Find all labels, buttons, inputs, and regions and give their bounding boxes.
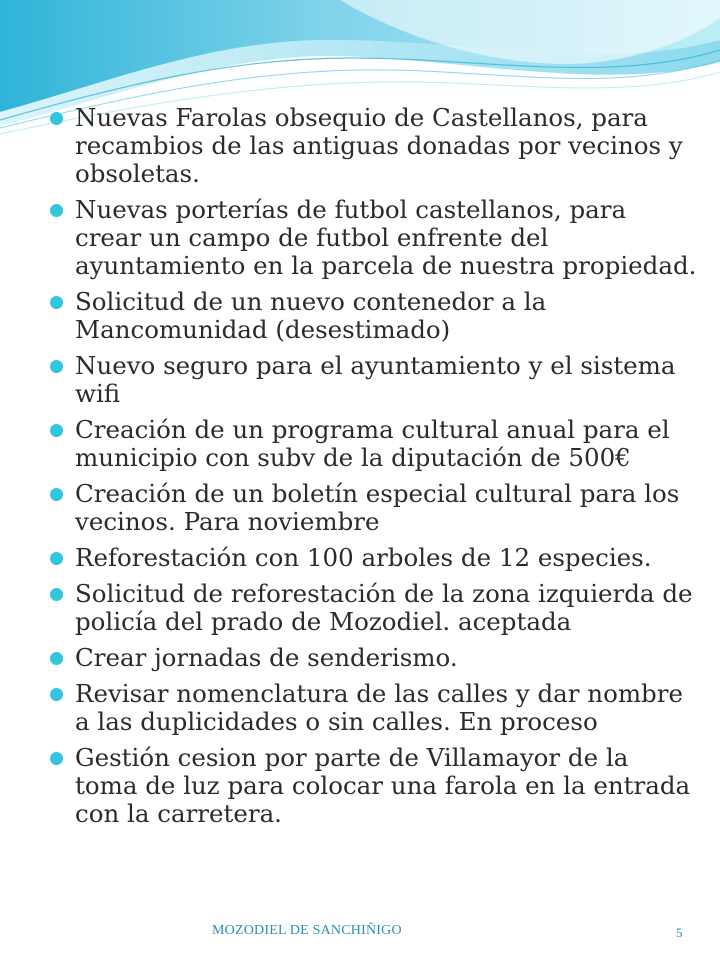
bullet-dot-icon (50, 204, 63, 217)
footer-text: MOZODIEL DE SANCHIÑIGO (212, 923, 402, 938)
bullet-text: Revisar nomenclatura de las calles y dar nombre a las duplicidades o sin calles. En proceso (75, 679, 683, 736)
bullet-dot-icon (50, 688, 63, 701)
bullet-text: Reforestación con 100 arboles de 12 especies. (75, 543, 652, 572)
bullet-text: Solicitud de un nuevo contenedor a la Mancomunidad (desestimado) (75, 287, 547, 344)
bullet-item (48, 352, 698, 408)
bullet-text: Solicitud de reforestación de la zona izquierda de policía del prado de Mozodiel. aceptada (75, 579, 693, 636)
bullet-dot-icon (50, 112, 63, 125)
bullet-item (48, 680, 698, 736)
bullet-item (48, 196, 698, 280)
bullet-item (48, 580, 698, 636)
bullet-dot-icon (50, 296, 63, 309)
bullet-text: Creación de un programa cultural anual para el municipio con subv de la diputación de 500€ (75, 415, 670, 472)
bullet-dot-icon (50, 424, 63, 437)
bullet-text: Creación de un boletín especial cultural para los vecinos. Para noviembre (75, 479, 680, 536)
bullet-dot-icon (50, 552, 63, 565)
bullet-text: Nuevo seguro para el ayuntamiento y el sistema wifi (75, 351, 676, 408)
bullet-item (48, 416, 698, 472)
bullet-list (48, 104, 698, 836)
bullet-item (48, 104, 698, 188)
bullet-text: Nuevas Farolas obsequio de Castellanos, para recambios de las antiguas donadas por vecinos y obsoletas. (75, 103, 683, 188)
bullet-item (48, 744, 698, 828)
bullet-item (48, 288, 698, 344)
bullet-text: Gestión cesion por parte de Villamayor de la toma de luz para colocar una farola en la entrada con la carretera. (75, 743, 691, 828)
bullet-item (48, 544, 698, 572)
bullet-dot-icon (50, 360, 63, 373)
bullet-item (48, 480, 698, 536)
bullet-text: Crear jornadas de senderismo. (75, 643, 458, 672)
bullet-dot-icon (50, 588, 63, 601)
bullet-text: Nuevas porterías de futbol castellanos, para crear un campo de futbol enfrente del ayuntamiento en la parcela de nuestra propiedad. (75, 195, 697, 280)
bullet-item (48, 644, 698, 672)
bullet-dot-icon (50, 752, 63, 765)
bullet-dot-icon (50, 488, 63, 501)
page-number: 5 (676, 925, 683, 940)
bullet-dot-icon (50, 652, 63, 665)
